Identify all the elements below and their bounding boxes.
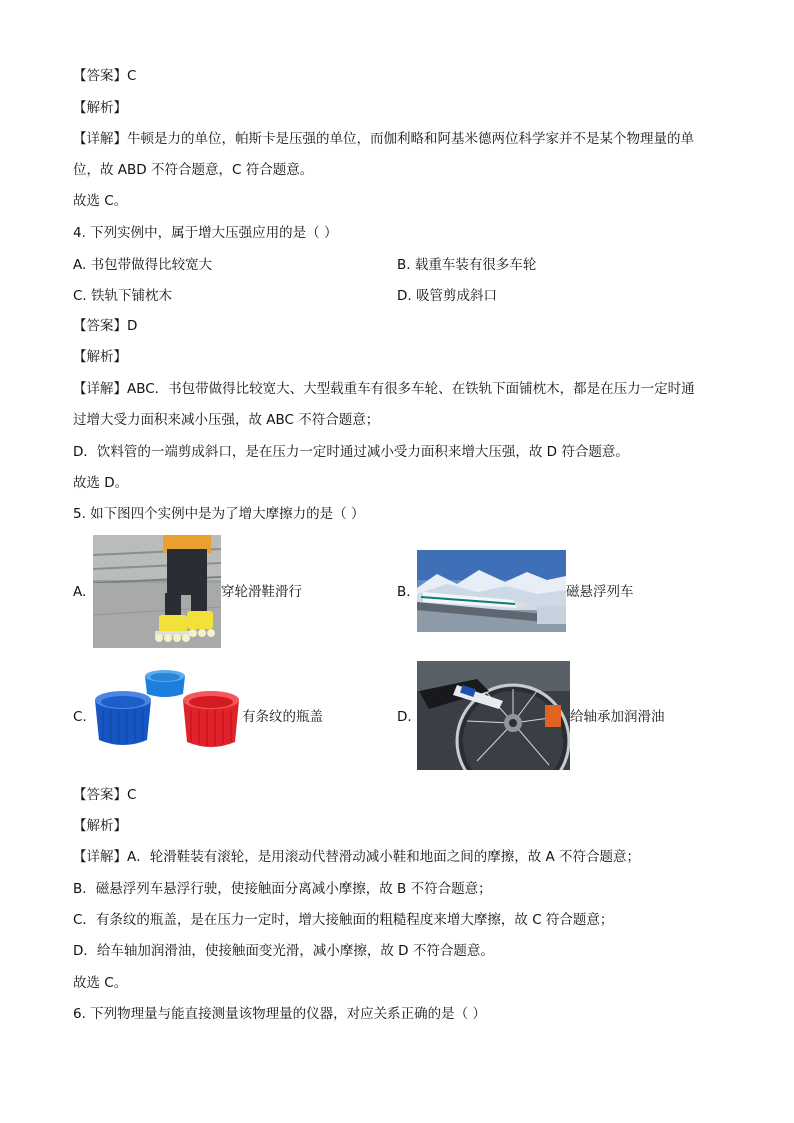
q5-detail-line3: C．有条纹的瓶盖，是在压力一定时，增大接触面的粗糙程度来增大摩擦，故 C 符合题意；: [73, 912, 614, 928]
q5-conclusion: 故选 C。: [73, 975, 128, 991]
q5-option-d-letter: D.: [397, 709, 412, 725]
q3-detail-line2: 位，故 ABD 不符合题意，C 符合题意。: [73, 162, 314, 178]
bearing-lubrication-image: [417, 661, 570, 770]
q4-detail-line1: 【详解】ABC．书包带做得比较宽大、大型载重车有很多车轮、在铁轨下面铺枕木，都是在压力一定时通: [73, 381, 695, 397]
q6-stem: 6. 下列物理量与能直接测量该物理量的仪器，对应关系正确的是（ ）: [73, 1006, 486, 1022]
q3-answer: 【答案】C: [73, 68, 137, 84]
q5-option-a-text: 穿轮滑鞋滑行: [221, 584, 302, 600]
q3-analysis-label: 【解析】: [73, 100, 127, 116]
q5-option-d-text: 给轴承加润滑油: [570, 709, 665, 725]
q5-detail-line2: B．磁悬浮列车悬浮行驶，使接触面分离减小摩擦，故 B 不符合题意；: [73, 881, 492, 897]
q5-stem: 5. 如下图四个实例中是为了增大摩擦力的是（ ）: [73, 506, 365, 522]
q4-answer: 【答案】D: [73, 318, 138, 334]
q5-answer: 【答案】C: [73, 787, 137, 803]
q5-option-a-letter: A.: [73, 584, 87, 600]
roller-skates-image: [93, 535, 221, 648]
q4-conclusion: 故选 D。: [73, 475, 129, 491]
q5-detail-line1: 【详解】A．轮滑鞋装有滚轮，是用滚动代替滑动减小鞋和地面之间的摩擦，故 A 不符合题意；: [73, 849, 641, 865]
bottle-caps-image: [93, 662, 242, 766]
q4-option-c: C. 铁轨下铺枕木: [73, 288, 173, 304]
maglev-train-image: [417, 550, 566, 632]
q5-option-c-letter: C.: [73, 709, 87, 725]
q3-detail-line1: 【详解】牛顿是力的单位，帕斯卡是压强的单位，而伽利略和阿基米德两位科学家并不是某个物理量的单: [73, 131, 694, 147]
q5-detail-line4: D．给车轴加润滑油，使接触面变光滑，减小摩擦，故 D 不符合题意。: [73, 943, 494, 959]
q4-option-a: A. 书包带做得比较宽大: [73, 257, 213, 273]
q5-option-b-text: 磁悬浮列车: [566, 584, 634, 600]
q4-stem: 4. 下列实例中，属于增大压强应用的是（ ）: [73, 225, 338, 241]
q4-analysis-label: 【解析】: [73, 349, 127, 365]
q4-option-b: B. 载重车装有很多车轮: [397, 257, 537, 273]
q4-detail-line2: 过增大受力面积来减小压强，故 ABC 不符合题意；: [73, 412, 380, 428]
q4-detail-line3: D．饮料管的一端剪成斜口，是在压力一定时通过减小受力面积来增大压强，故 D 符合题意。: [73, 444, 629, 460]
q4-option-d: D. 吸管剪成斜口: [397, 288, 497, 304]
q3-conclusion: 故选 C。: [73, 193, 128, 209]
q5-option-c-text: 有条纹的瓶盖: [242, 709, 323, 725]
q5-analysis-label: 【解析】: [73, 818, 127, 834]
q5-option-b-letter: B.: [397, 584, 411, 600]
